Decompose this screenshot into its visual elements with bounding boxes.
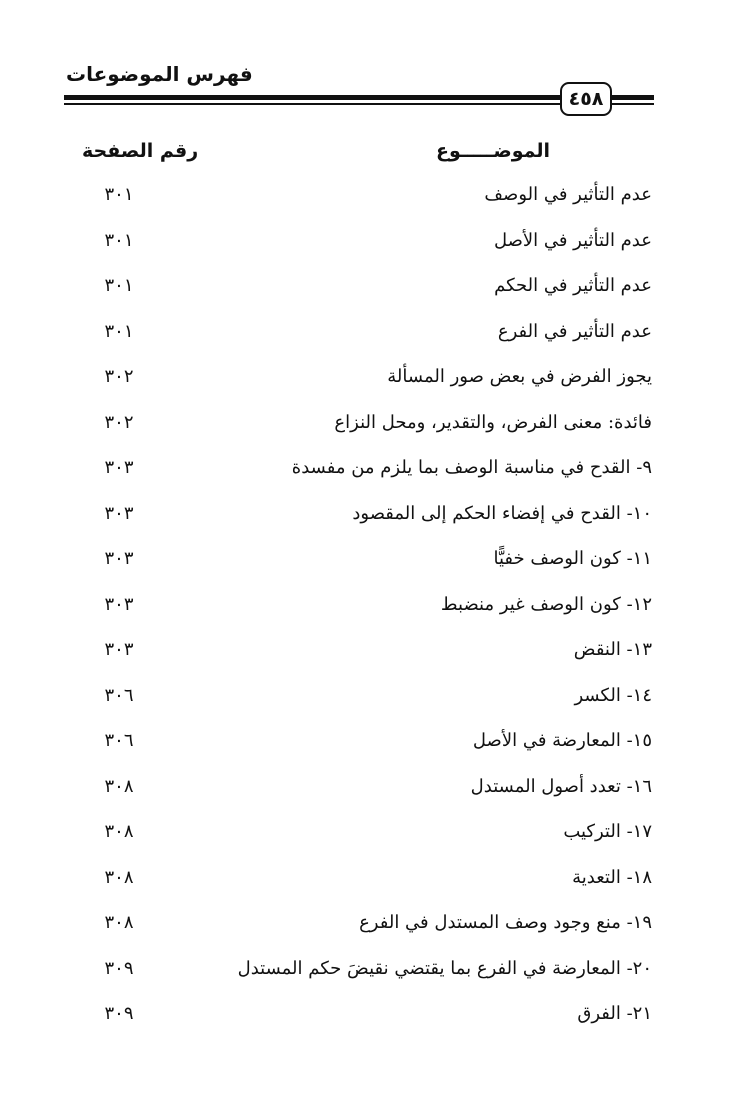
entry-topic: ١١- كون الوصف خفيًّا [493,548,652,569]
entry-topic: ١٤- الكسر [574,684,652,706]
entry-page-number: ٣٠١ [104,275,134,296]
entry-page-number: ٣٠٩ [104,1003,134,1024]
entry-page-number: ٣٠٣ [104,457,134,478]
entry-page-number: ٣٠٣ [104,593,134,615]
entry-topic: عدم التأثير في الأصل [493,229,652,251]
entry-topic: ١٨- التعدية [572,866,652,888]
index-entry [0,950,742,996]
entry-topic: ١٢- كون الوصف غير منضبط [440,593,652,615]
entry-page-number: ٣٠٦ [104,684,134,706]
entry-page-number: ٣٠٨ [104,775,134,797]
entry-page-number: ٣٠٢ [104,411,134,433]
entry-topic: ٩- القدح في مناسبة الوصف بما يلزم من مفسدة [291,457,652,478]
entry-topic: عدم التأثير في الحكم [494,275,652,296]
entry-topic: ١٧- التركيب [563,821,652,842]
entry-page-number: ٣٠٣ [104,639,134,660]
entry-page-number: ٣٠١ [104,229,134,251]
page-header [0,0,742,110]
entry-page-number: ٣٠٨ [104,821,134,842]
running-title: فهرس الموضوعات [66,62,253,86]
index-entry [0,586,742,632]
entry-page-number: ٣٠٣ [104,548,134,569]
entry-page-number: ٣٠٢ [104,366,134,387]
entry-page-number: ٣٠١ [104,320,134,342]
entry-topic: عدم التأثير في الوصف [484,184,652,205]
entry-topic: ٢٠- المعارضة في الفرع بما يقتضي نقيضَ حكم المستدل [237,957,652,979]
index-entry [0,404,742,450]
entry-page-number: ٣٠٩ [104,957,134,979]
entry-topic: ١٣- النقض [573,639,652,660]
entry-page-number: ٣٠٣ [104,502,134,524]
entry-page-number: ٣٠٨ [104,866,134,888]
entry-topic: ١٩- منع وجود وصف المستدل في الفرع [359,912,652,933]
entry-page-number: ٣٠٨ [104,912,134,933]
entry-topic: فائدة: معنى الفرض، والتقدير، ومحل النزاع [334,411,652,433]
index-entry [0,313,742,359]
index-entry [0,631,742,677]
index-entries [0,176,742,1041]
entry-topic: ١٠- القدح في إفضاء الحكم إلى المقصود [352,502,652,524]
page-number-badge: ٤٥٨ [560,82,612,116]
index-entry [0,859,742,905]
index-entry [0,449,742,495]
index-entry [0,540,742,586]
index-entry [0,904,742,950]
index-entry [0,267,742,313]
index-entry [0,176,742,222]
index-entry [0,495,742,541]
topic-column-header: الموضـــــوع [435,140,550,162]
index-entry [0,222,742,268]
entry-topic: ١٦- تعدد أصول المستدل [470,775,652,797]
index-entry [0,722,742,768]
entry-topic: عدم التأثير في الفرع [497,320,652,342]
entry-page-number: ٣٠١ [104,184,134,205]
entry-topic: ٢١- الفرق [577,1003,652,1024]
entry-page-number: ٣٠٦ [104,730,134,751]
index-entry [0,813,742,859]
index-entry [0,768,742,814]
index-entry [0,995,742,1041]
index-entry [0,677,742,723]
index-entry [0,358,742,404]
entry-topic: ١٥- المعارضة في الأصل [472,730,652,751]
page-column-header: رقم الصفحة [82,140,199,162]
entry-topic: يجوز الفرض في بعض صور المسألة [387,366,652,387]
